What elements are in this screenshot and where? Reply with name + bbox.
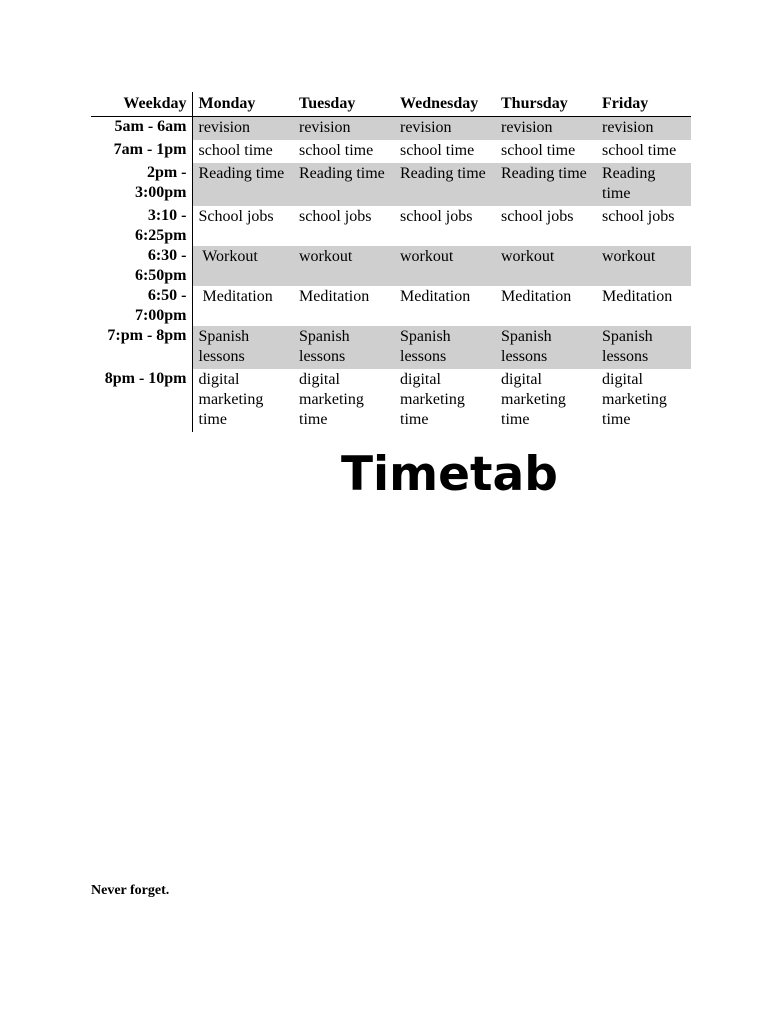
table-cell: school jobs — [400, 208, 473, 225]
table-cell: school jobs — [501, 208, 574, 225]
table-cell: digital marketing time — [198, 371, 264, 428]
time-slot: 7am - 1pm — [91, 140, 192, 163]
table-cell: revision — [293, 117, 394, 141]
table-cell: Workout — [192, 246, 293, 286]
timetable — [91, 92, 691, 432]
table-cell: revision — [596, 117, 691, 141]
table-row — [91, 117, 691, 141]
header-monday: Monday — [192, 92, 293, 117]
table-cell: workout — [293, 246, 394, 286]
header-tuesday: Tuesday — [293, 92, 394, 117]
table-row — [91, 286, 691, 326]
table-cell: school jobs — [299, 208, 372, 225]
table-cell: workout — [394, 246, 495, 286]
time-slot: 7:pm - 8pm — [91, 326, 192, 369]
table-row — [91, 369, 691, 432]
table-cell: Reading time — [394, 163, 495, 206]
time-slot: 3:10 - 6:25pm — [91, 206, 192, 246]
table-cell: workout — [495, 246, 596, 286]
table-cell: Spanish lessons — [495, 326, 596, 369]
table-cell: revision — [495, 117, 596, 141]
table-cell: school time — [602, 142, 677, 159]
table-cell: Meditation — [400, 288, 471, 305]
table-cell: school time — [299, 142, 374, 159]
table-cell: school jobs — [602, 208, 675, 225]
table-cell: revision — [192, 117, 293, 141]
document-title: Timetab — [341, 447, 558, 502]
header-thursday: Thursday — [495, 92, 596, 117]
time-slot: 6:50 - 7:00pm — [91, 286, 192, 326]
table-cell: workout — [596, 246, 691, 286]
table-cell: Meditation — [501, 288, 572, 305]
table-row — [91, 206, 691, 246]
header-weekday: Weekday — [91, 92, 192, 117]
time-slot: 6:30 - 6:50pm — [91, 246, 192, 286]
footer-note: Never forget. — [91, 883, 170, 898]
time-slot: 5am - 6am — [91, 117, 192, 141]
table-row — [91, 246, 691, 286]
table-cell: digital marketing time — [299, 371, 364, 428]
table-cell: Reading time — [495, 163, 596, 206]
table-cell: digital marketing time — [400, 371, 465, 428]
header-wednesday: Wednesday — [394, 92, 495, 117]
table-cell: School jobs — [198, 208, 274, 225]
table-cell: Spanish lessons — [596, 326, 691, 369]
time-slot: 2pm - 3:00pm — [91, 163, 192, 206]
table-cell: Meditation — [602, 288, 673, 305]
table-cell: Reading time — [596, 163, 691, 206]
header-friday: Friday — [596, 92, 691, 117]
table-cell: Spanish lessons — [293, 326, 394, 369]
table-cell: revision — [394, 117, 495, 141]
table-row — [91, 163, 691, 206]
table-row — [91, 140, 691, 163]
table-cell: Spanish lessons — [394, 326, 495, 369]
timetable-header-row — [91, 92, 691, 117]
table-cell: Spanish lessons — [192, 326, 293, 369]
table-cell: school time — [501, 142, 576, 159]
table-cell: school time — [198, 142, 273, 159]
table-cell: Reading time — [293, 163, 394, 206]
table-cell: Reading time — [192, 163, 293, 206]
table-cell: school time — [400, 142, 475, 159]
table-row — [91, 326, 691, 369]
table-cell: Meditation — [198, 288, 273, 305]
table-cell: digital marketing time — [501, 371, 566, 428]
time-slot: 8pm - 10pm — [91, 369, 192, 432]
table-cell: digital marketing time — [602, 371, 667, 428]
table-cell: Meditation — [299, 288, 370, 305]
